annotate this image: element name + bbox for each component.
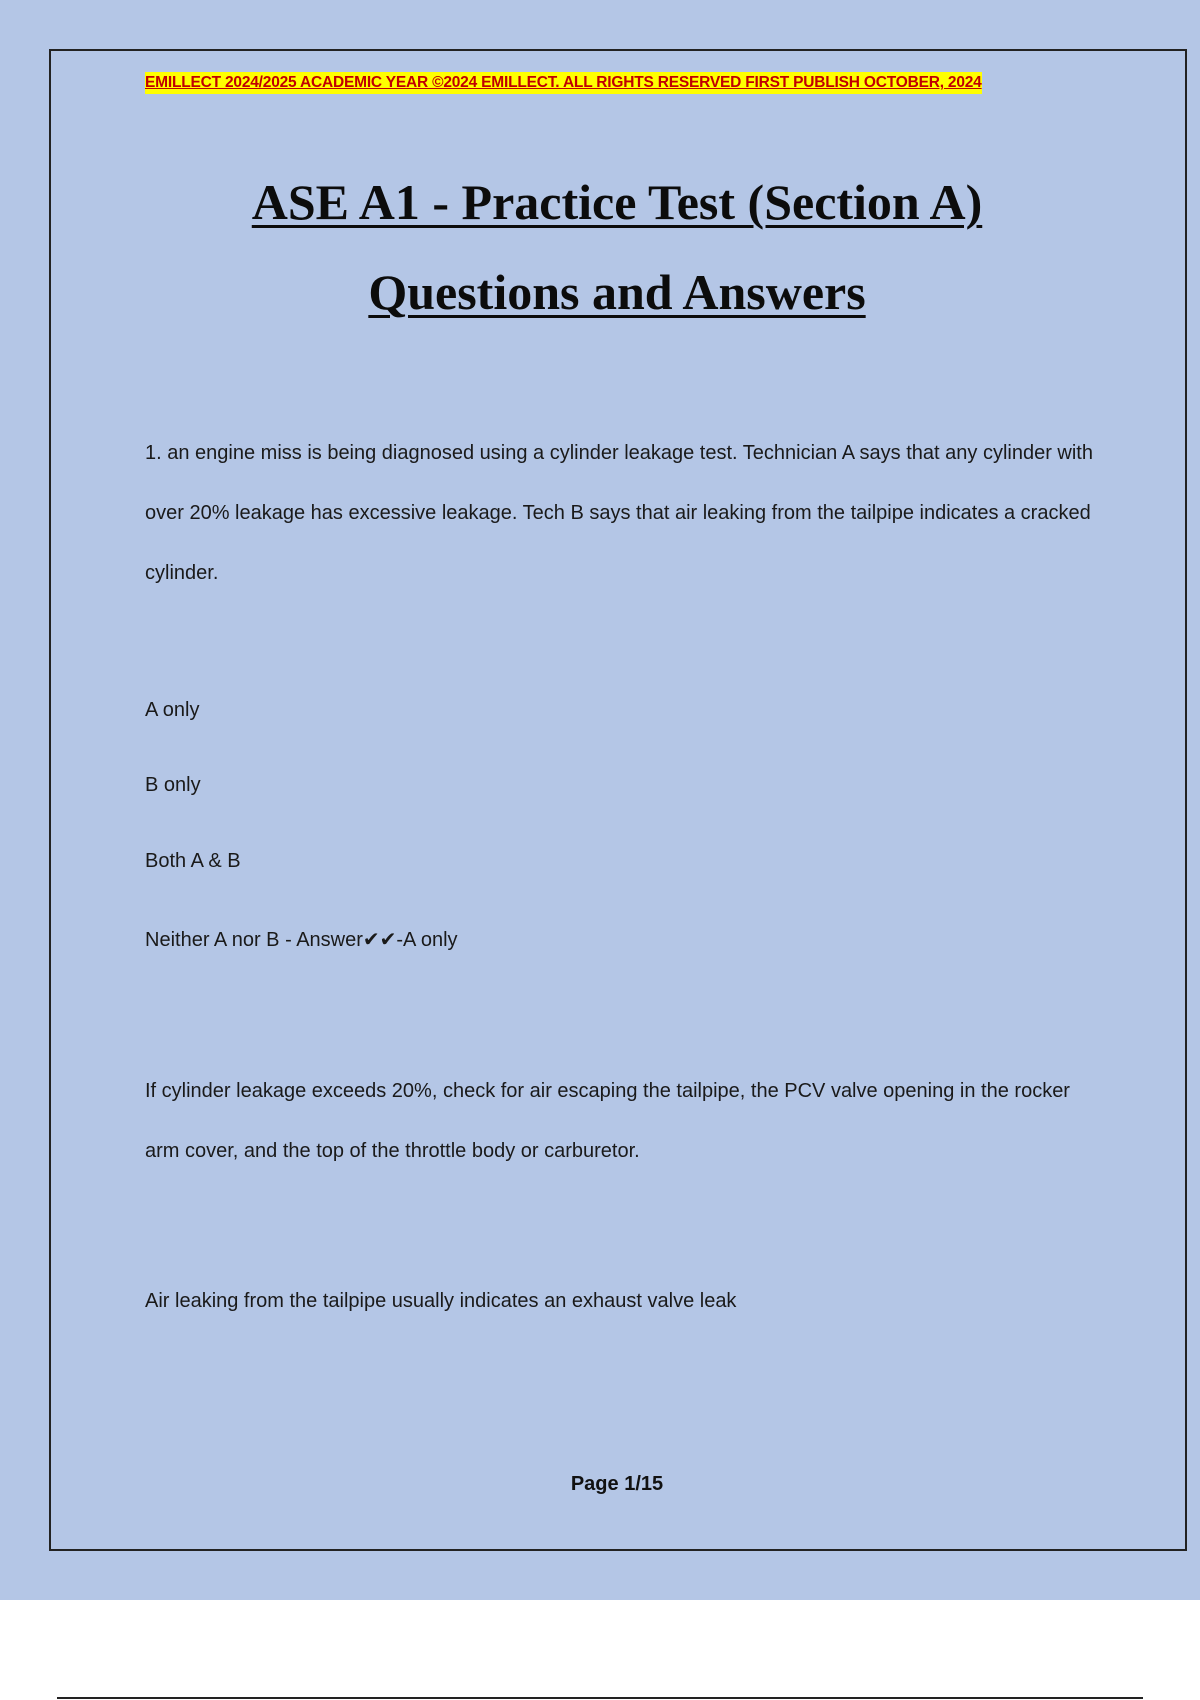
bottom-divider (57, 1697, 1143, 1699)
question-text: 1. an engine miss is being diagnosed using a cylinder leakage test. Technician A says that any cylinder with over 20% leakage has excessive leakage. Tech B says that air leaking from the tailpipe indicates a cracked cylinder. (145, 442, 1093, 584)
answer-option-d: Neither A nor B - Answer✔✔-A only (145, 929, 458, 951)
page-number: Page 1/15 (570, 1473, 664, 1495)
answer-option-c: Both A & B (145, 850, 241, 872)
copyright-notice: EMILLECT 2024/2025 ACADEMIC YEAR ©2024 EMILLECT. ALL RIGHTS RESERVED FIRST PUBLISH OCTOBER, 2024 (145, 72, 982, 94)
answer-option-a: A only (145, 699, 200, 721)
document-title-line-1: ASE A1 - Practice Test (Section A) (251, 174, 983, 230)
explanation-paragraph-1: If cylinder leakage exceeds 20%, check for air escaping the tailpipe, the PCV valve opening in the rocker arm cover, and the top of the throttle body or carburetor. (145, 1080, 1070, 1162)
explanation-paragraph-2: Air leaking from the tailpipe usually indicates an exhaust valve leak (145, 1290, 737, 1312)
answer-option-b: B only (145, 774, 201, 796)
document-title-line-2: Questions and Answers (368, 264, 866, 320)
